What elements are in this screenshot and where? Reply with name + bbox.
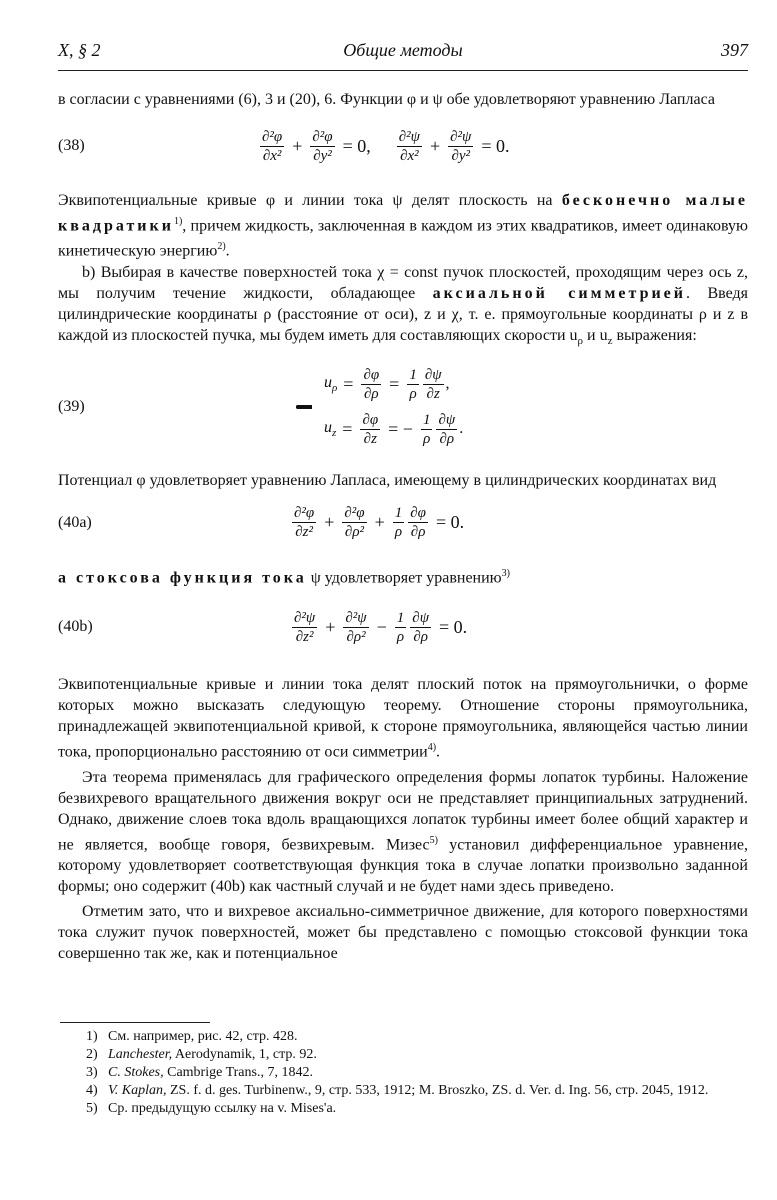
equation-number: (39) [58, 397, 85, 415]
paragraph-7: Эта теорема применялась для графического определения формы лопаток турбины. Наложение безвихревого вращательного движения вокруг оси не представляет принципиальных затруднений. Однако, движение слоев тока вдоль вращающихся лопаток турбины имеет более общий характер и не является, вообще говоря, безвихревым. Мизес$^{5)}$ установил дифференциальное уравнение, которому удовлетворяет соответствующая функция тока в случае лопатки произвольно заданной формы; оно содержит (40b) как частный случай и не будет нами здесь приведено. [58, 768, 749, 895]
equation-40b: (40b) $\frac{\text{∂²ψ}}{\text{∂z²}}$ + $\frac{\text{∂²ψ}}{\text{∂ρ²}}$ − $\frac{1}{\rho}$ $\frac{\partial\psi}{\partial\rho}$ = 0. [58, 609, 468, 645]
footnote-4: 4) V. Kaplan, ZS. f. d. ges. Turbinenw., 9, стр. 533, 1912; M. Broszko, ZS. d. Ver. d. Ing. 56, стр. 2045, 1912. [86, 1083, 709, 1098]
equation-39 [58, 352, 748, 462]
footnotes [58, 1022, 748, 1118]
paragraph-6: Эквипотенциальные кривые и линии тока делят плоский поток на прямоугольнички, о форме которых можно высказать следующую теорему. Отношение стороны прямоугольника, принадлежащей эквипотенциальной кривой, к стороне прямоугольника, являющейся частью линии тока, пропорционально расстоянию от оси симметрии$^{4)}$. [58, 676, 748, 761]
paragraph-5: а стоксова функция тока ψ удовлетворяет уравнению$^{3)}$ [58, 567, 510, 587]
footnote-1: 1) См. например, рис. 42, стр. 428. [86, 1029, 298, 1044]
equation-system: $u_\rho$ = $\frac{\partial\varphi}{\partial\rho}$ = $\frac{1}{\rho}$ $\frac{\partial\psi}{\partial z}$ , $u_z$ = $\frac{\partial\varphi}{\partial z}$ = − $\frac{1}{\rho}$ $\frac{\partial\psi}{\partial\rho}$ . [296, 366, 748, 448]
footnote-rule [60, 1022, 210, 1023]
page-number: 397 [721, 40, 748, 60]
paragraph-1: в согласии с уравнениями (6), 3 и (20), 6. Функции φ и ψ обе удовлетворяют уравнению Лапласа [58, 91, 715, 108]
chapter-section: X, § 2 [58, 40, 101, 60]
running-header [58, 40, 748, 71]
equation-40a: (40a) $\frac{\text{∂²φ}}{\text{∂z²}}$ + $\frac{\text{∂²φ}}{\text{∂ρ²}}$ + $\frac{1}{\rho}$ $\frac{\partial\varphi}{\partial\rho}$ = 0. [58, 505, 465, 541]
equation-number: (40a) [58, 513, 92, 531]
equation-number: (38) [58, 137, 85, 154]
paragraph-2: Эквипотенциальные кривые φ и линии тока ψ делят плоскость на бесконечно малые квадратики$^{1)}$, причем жидкость, заключенная в каждом из этих квадратиков, имеет одинаковую кинетическую энергию$^{2)}$. [58, 192, 749, 260]
footnote-3: 3) C. Stokes, Cambrige Trans., 7, 1842. [86, 1065, 313, 1080]
left-brace [296, 405, 312, 409]
footnote-2: 2) Lanchester, Aerodynamik, 1, стр. 92. [86, 1047, 317, 1062]
paragraph-8: Отметим зато, что и вихревое аксиально-симметричное движение, для которого поверхностями тока служит пучок поверхностей, может бы представлено с помощью стоксовой функции тока совершенно так же, как и потенциальное [58, 902, 748, 962]
running-title: Общие методы [343, 40, 463, 60]
equation-38 [58, 110, 748, 182]
footnote-5: 5) Ср. предыдущую ссылку на v. Mises'a. [86, 1101, 337, 1116]
paragraph-4: Потенциал φ удовлетворяет уравнению Лапласа, имеющему в цилиндрических координатах вид [58, 471, 717, 489]
equation-body: $\frac{\text{∂²φ}}{\text{∂x²}}$ + $\frac{\text{∂²φ}}{\text{∂y²}}$ = 0, $\frac{\text{∂²ψ}}{\text{∂x²}}$ + $\frac{\text{∂²ψ}}{\text{∂y²}}$ = 0. [262, 128, 510, 164]
page [58, 40, 748, 964]
paragraph-3: b) Выбирая в качестве поверхностей тока χ = const пучок плоскостей, проходящим через ось z, мы получим течение жидкости, обладающее аксиальной симметрией. Введя цилиндрические координаты ρ (расстояние от оси), z и χ, т. е. прямоугольные координаты ρ и z в каждой из плоскостей пучка, мы будем иметь для составляющих скорости $u_\rho$ и $u_z$ выражения: [58, 263, 749, 347]
equation-number: (40b) [58, 618, 93, 636]
